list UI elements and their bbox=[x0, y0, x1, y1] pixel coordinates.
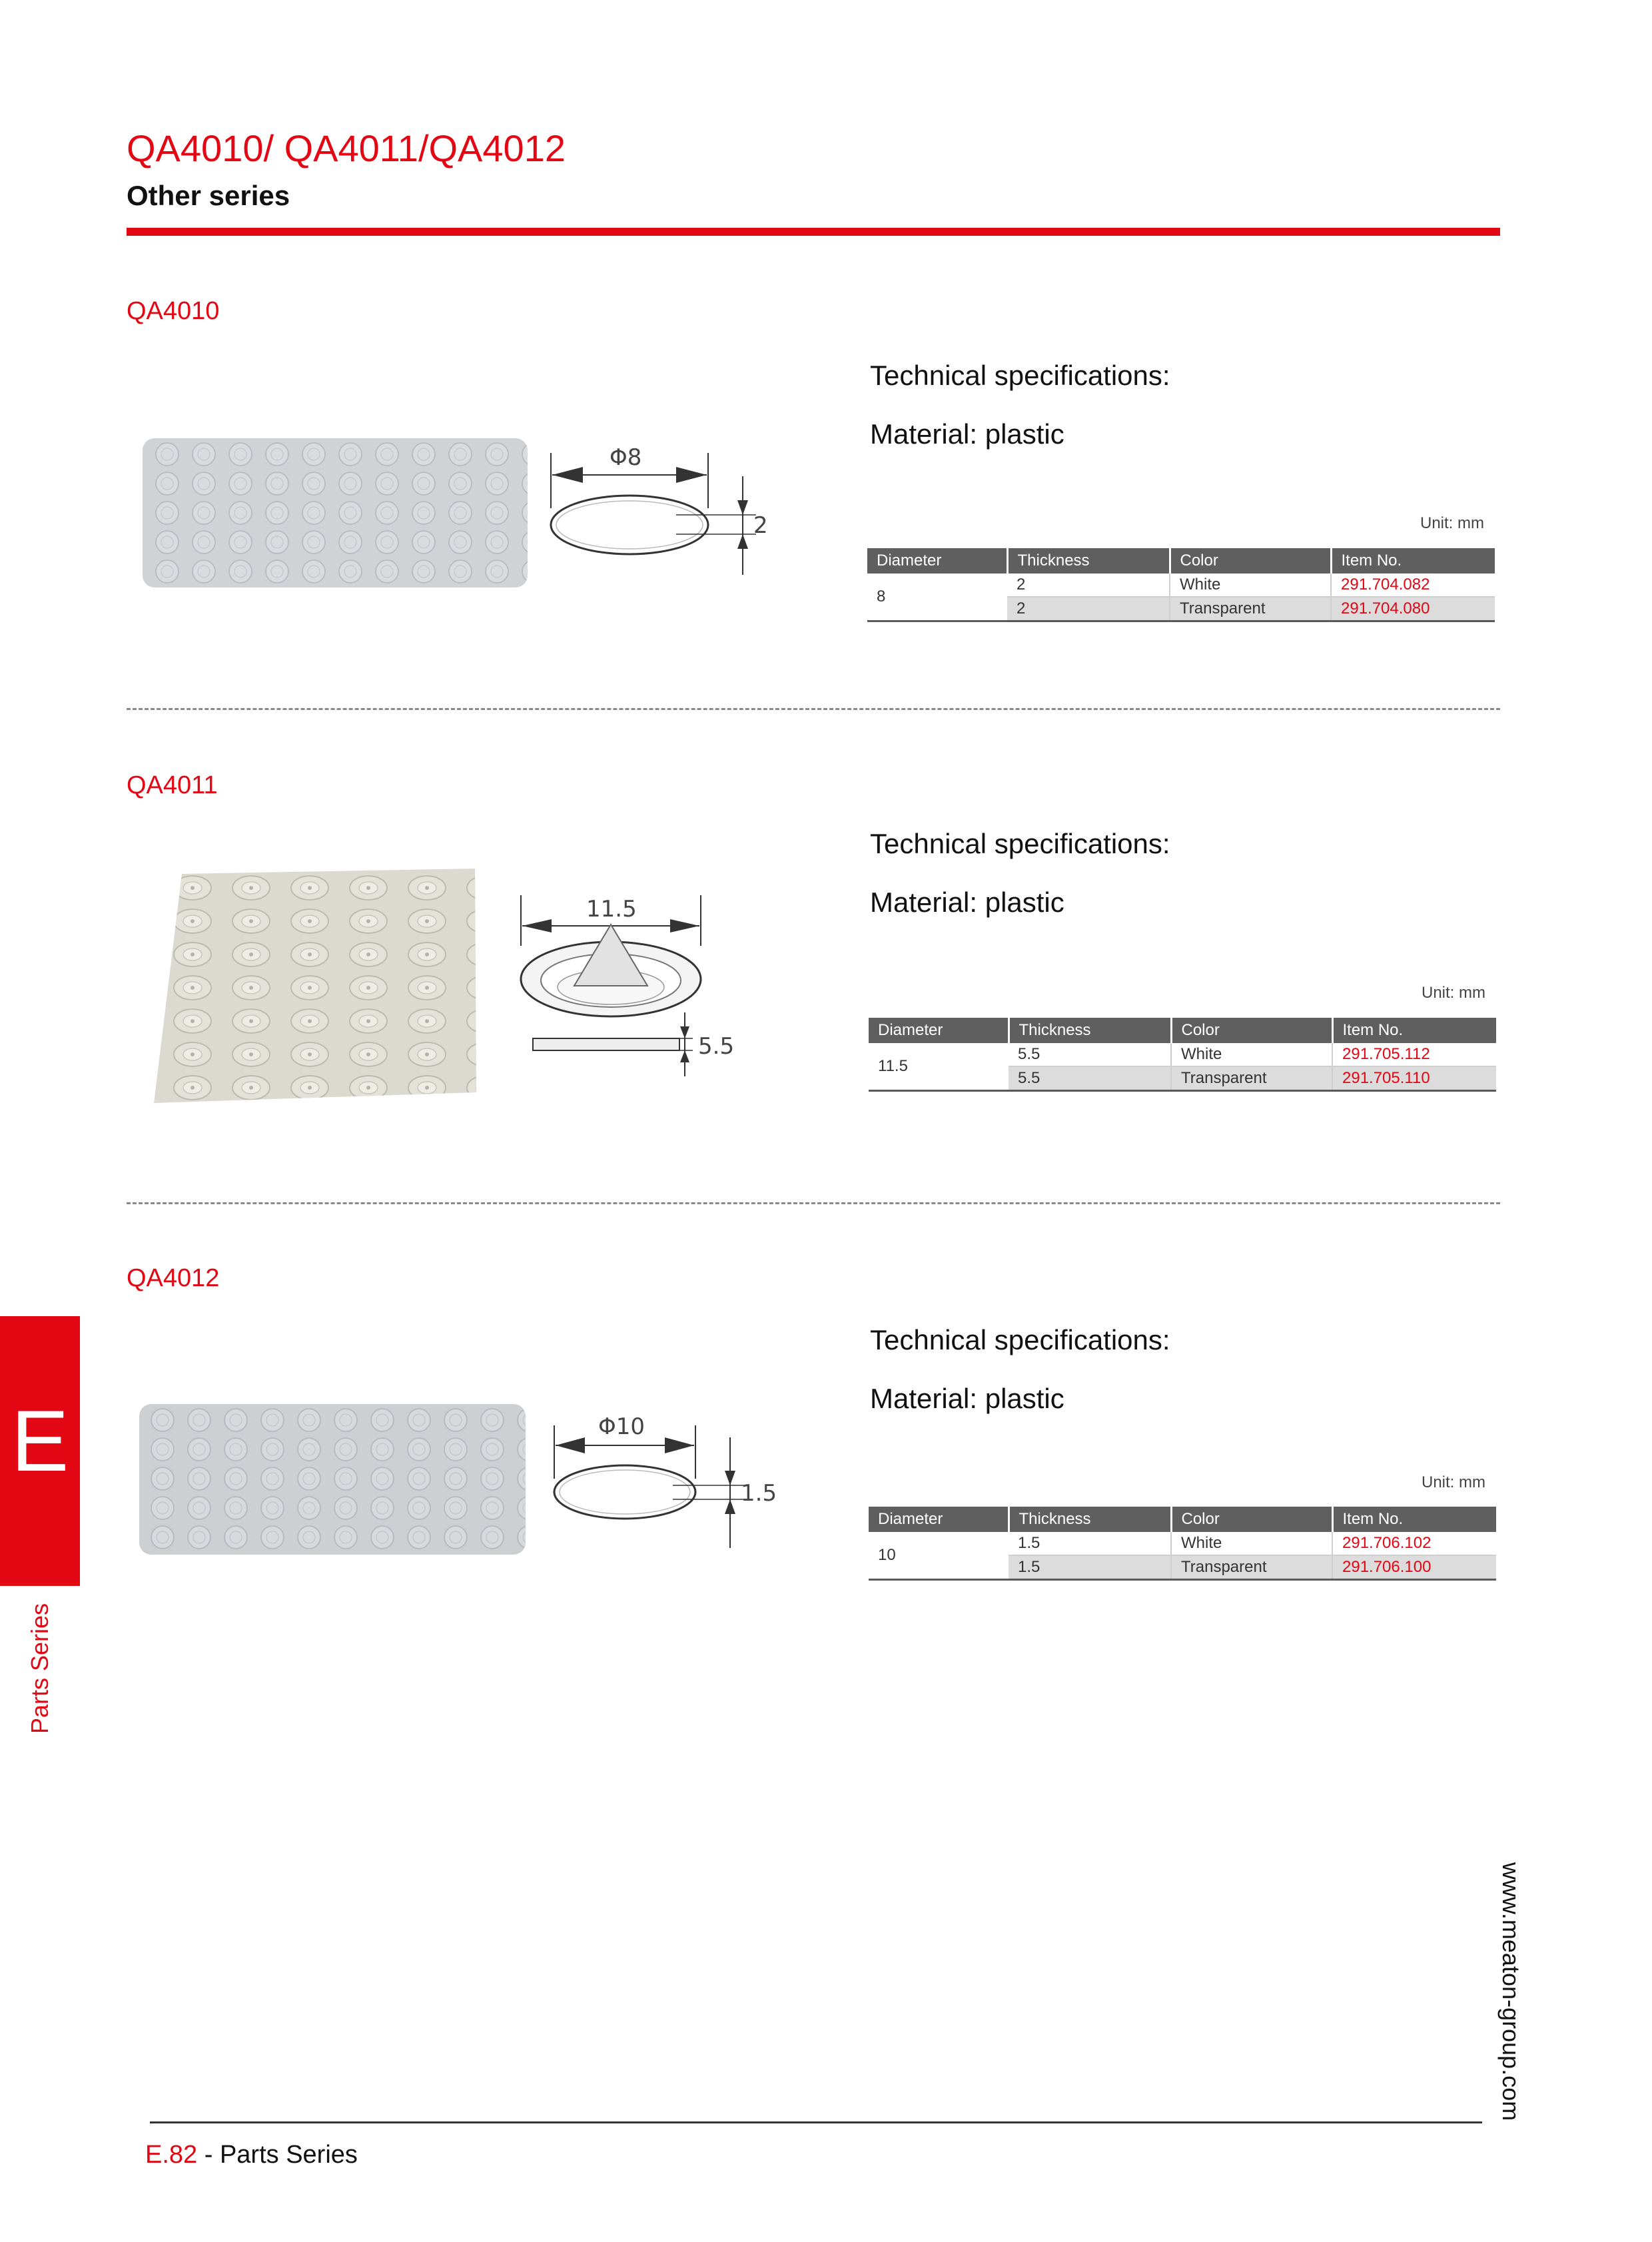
section-code-qa4012: QA4012 bbox=[127, 1264, 220, 1292]
page-number: E.82 bbox=[145, 2141, 198, 2169]
cell-thickness: 5.5 bbox=[1009, 1066, 1171, 1091]
website-url: www.meaton-group.com bbox=[1497, 1862, 1525, 2121]
spec-title: Technical specifications: bbox=[870, 360, 1170, 391]
product-photo-qa4010 bbox=[140, 433, 533, 593]
table-header-row bbox=[867, 548, 1495, 573]
section-divider bbox=[127, 1202, 1500, 1204]
col-diameter: Diameter bbox=[867, 548, 1007, 573]
unit-label: Unit: mm bbox=[1422, 984, 1485, 1002]
section-code-qa4011: QA4011 bbox=[127, 771, 218, 799]
col-thickness: Thickness bbox=[1009, 1018, 1171, 1043]
cell-diameter: 8 bbox=[867, 573, 1007, 621]
col-item-no: Item No. bbox=[1332, 1507, 1496, 1532]
cell-diameter: 10 bbox=[869, 1532, 1009, 1580]
cell-diameter: 11.5 bbox=[869, 1043, 1009, 1091]
footer-divider bbox=[150, 2121, 1482, 2123]
col-thickness: Thickness bbox=[1009, 1507, 1171, 1532]
cell-item-no: 291.705.110 bbox=[1332, 1066, 1496, 1091]
dimension-drawing-qa4010 bbox=[543, 436, 783, 589]
spec-table-qa4011 bbox=[869, 1018, 1496, 1092]
col-color: Color bbox=[1170, 548, 1331, 573]
material-label: Material: plastic bbox=[870, 418, 1064, 450]
cell-color: White bbox=[1170, 573, 1331, 597]
cell-thickness: 1.5 bbox=[1009, 1555, 1171, 1580]
table-row bbox=[869, 1043, 1496, 1066]
spec-title: Technical specifications: bbox=[870, 828, 1170, 859]
cell-color: Transparent bbox=[1170, 597, 1331, 621]
cell-item-no: 291.706.102 bbox=[1332, 1532, 1496, 1555]
drawing-diameter-label: Φ10 bbox=[598, 1413, 645, 1440]
dimension-drawing-qa4011 bbox=[513, 886, 759, 1079]
unit-label: Unit: mm bbox=[1422, 1473, 1485, 1491]
cell-item-no: 291.706.100 bbox=[1332, 1555, 1496, 1580]
cell-color: White bbox=[1171, 1043, 1332, 1066]
cell-item-no: 291.705.112 bbox=[1332, 1043, 1496, 1066]
cell-thickness: 2 bbox=[1007, 597, 1170, 621]
col-diameter: Diameter bbox=[869, 1018, 1009, 1043]
table-row bbox=[869, 1532, 1496, 1555]
drawing-diameter-label: Φ8 bbox=[610, 444, 642, 471]
cell-thickness: 2 bbox=[1007, 573, 1170, 597]
chapter-letter: E bbox=[11, 1392, 69, 1489]
cell-item-no: 291.704.080 bbox=[1331, 597, 1495, 621]
chapter-label: Parts Series bbox=[26, 1603, 53, 1734]
spec-title: Technical specifications: bbox=[870, 1324, 1170, 1355]
footer-separator: - bbox=[197, 2141, 220, 2169]
cell-thickness: 5.5 bbox=[1009, 1043, 1171, 1066]
table-row bbox=[867, 573, 1495, 597]
drawing-thickness-label: 2 bbox=[753, 512, 768, 539]
product-photo-qa4012 bbox=[137, 1399, 530, 1559]
col-item-no: Item No. bbox=[1332, 1018, 1496, 1043]
col-item-no: Item No. bbox=[1331, 548, 1495, 573]
table-header-row bbox=[869, 1507, 1496, 1532]
product-photo-qa4011 bbox=[150, 866, 483, 1106]
col-color: Color bbox=[1171, 1018, 1332, 1043]
table-header-row bbox=[869, 1018, 1496, 1043]
col-color: Color bbox=[1171, 1507, 1332, 1532]
cell-item-no: 291.704.082 bbox=[1331, 573, 1495, 597]
unit-label: Unit: mm bbox=[1420, 514, 1484, 532]
cell-color: Transparent bbox=[1171, 1555, 1332, 1580]
page-title: QA4010/ QA4011/QA4012 bbox=[127, 127, 566, 169]
dimension-drawing-qa4012 bbox=[546, 1405, 786, 1559]
material-label: Material: plastic bbox=[870, 1383, 1064, 1414]
drawing-diameter-label: 11.5 bbox=[586, 896, 637, 923]
col-thickness: Thickness bbox=[1007, 548, 1170, 573]
title-divider bbox=[127, 228, 1500, 236]
material-label: Material: plastic bbox=[870, 887, 1064, 918]
spec-table-qa4012 bbox=[869, 1507, 1496, 1581]
spec-table-qa4010 bbox=[867, 548, 1495, 622]
cell-color: White bbox=[1171, 1532, 1332, 1555]
page-subtitle: Other series bbox=[127, 180, 290, 211]
cell-color: Transparent bbox=[1171, 1066, 1332, 1091]
col-diameter: Diameter bbox=[869, 1507, 1009, 1532]
drawing-thickness-label: 1.5 bbox=[741, 1480, 777, 1507]
footer-label: Parts Series bbox=[219, 2141, 358, 2169]
section-divider bbox=[127, 708, 1500, 710]
drawing-thickness-label: 5.5 bbox=[698, 1033, 735, 1060]
footer bbox=[145, 2141, 358, 2169]
section-code-qa4010: QA4010 bbox=[127, 297, 220, 325]
cell-thickness: 1.5 bbox=[1009, 1532, 1171, 1555]
